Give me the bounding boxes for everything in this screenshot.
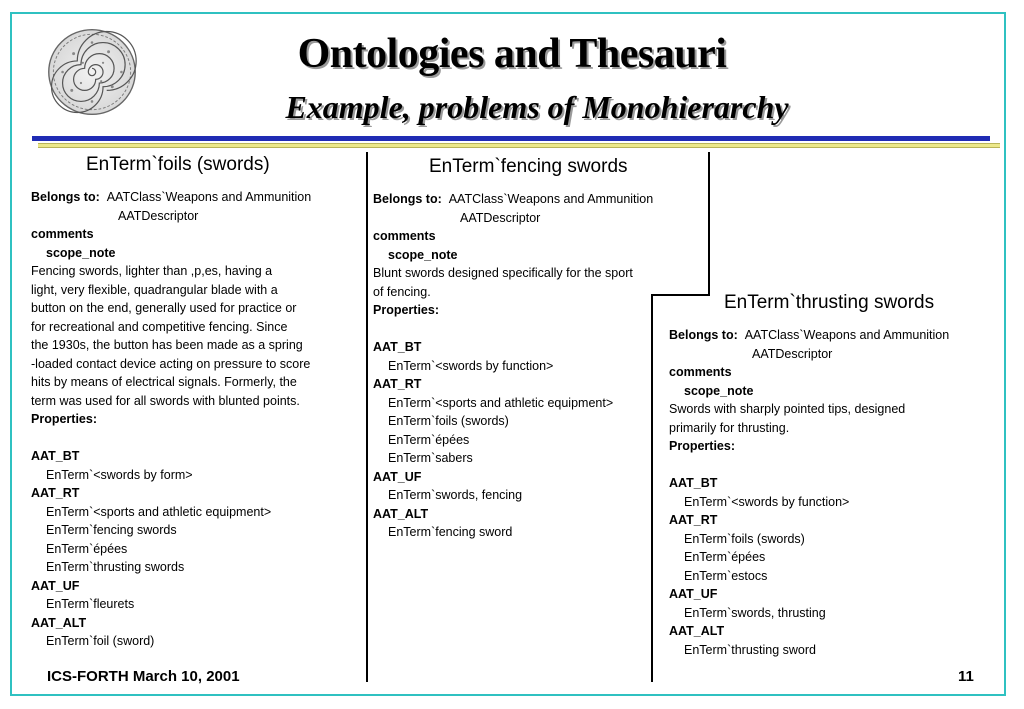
uf-label: AAT_UF	[31, 578, 80, 593]
scope-line: Fencing swords, lighter than ,p,es, having a	[31, 264, 273, 278]
scope-line: primarily for thrusting.	[669, 420, 790, 435]
rt-item: EnTerm`estocs	[684, 568, 768, 583]
scope-note-label: scope_note	[388, 247, 458, 262]
scope-line: hits by means of electrical signals. Formerly, the	[31, 375, 297, 389]
bt-item: EnTerm`<swords by function>	[388, 358, 554, 373]
belongs-label: Belongs to:	[669, 328, 738, 342]
belongs-label: Belongs to:	[31, 190, 100, 204]
belongs-descriptor: AATDescriptor	[752, 346, 833, 361]
belongs-label: Belongs to:	[373, 192, 442, 206]
belongs-descriptor: AATDescriptor	[118, 208, 199, 223]
belongs-class: AATClass`Weapons and Ammunition	[448, 192, 654, 206]
scope-line: for recreational and competitive fencing. Since	[31, 319, 288, 334]
properties-label: Properties:	[31, 412, 97, 426]
rt-label: AAT_RT	[373, 377, 422, 391]
uf-item: EnTerm`swords, fencing	[388, 488, 523, 502]
uf-item: EnTerm`swords, thrusting	[684, 605, 826, 620]
term-title: EnTerm`fencing swords	[429, 156, 628, 177]
belongs-class: AATClass`Weapons and Ammunition	[744, 328, 950, 342]
slide-subtitle: Example, problems of Monohierarchy	[285, 89, 789, 125]
term-card-thrusting-swords	[669, 290, 949, 659]
uf-label: AAT_UF	[373, 469, 422, 484]
belongs-class: AATClass`Weapons and Ammunition	[106, 190, 312, 204]
bt-item: EnTerm`<swords by function>	[684, 494, 850, 509]
rt-item: EnTerm`épées	[46, 541, 128, 556]
rt-item: EnTerm`épées	[388, 432, 470, 447]
scope-line: -loaded contact device acting on pressure to score	[31, 356, 311, 371]
rt-label: AAT_RT	[31, 486, 80, 500]
comments-label: comments	[373, 229, 436, 243]
rt-item: EnTerm`fencing swords	[46, 523, 177, 537]
bt-label: AAT_BT	[373, 340, 422, 354]
alt-label: AAT_ALT	[373, 506, 429, 521]
column-divider	[651, 294, 653, 682]
term-card-foils	[31, 152, 311, 651]
footer-credit: ICS-FORTH March 10, 2001	[47, 668, 240, 685]
rt-label: AAT_RT	[669, 513, 718, 527]
properties-label: Properties:	[669, 439, 735, 453]
term-card-fencing-swords	[373, 154, 653, 542]
scope-line: the 1930s, the button has been made as a spring	[31, 338, 303, 352]
page-number: 11	[958, 668, 974, 685]
alt-item: EnTerm`fencing sword	[388, 525, 513, 539]
uf-item: EnTerm`fleurets	[46, 597, 135, 611]
rt-item: EnTerm`sabers	[388, 451, 473, 465]
belongs-row	[373, 190, 653, 209]
scope-line: Blunt swords designed specifically for the sport	[373, 266, 633, 280]
alt-label: AAT_ALT	[669, 624, 725, 638]
rt-item: EnTerm`<sports and athletic equipment>	[388, 395, 614, 410]
rt-item: EnTerm`épées	[684, 550, 766, 564]
bt-item: EnTerm`<swords by form>	[46, 467, 193, 482]
term-title: EnTerm`thrusting swords	[724, 292, 935, 313]
scope-note-label: scope_note	[684, 383, 754, 398]
scope-line: of fencing.	[373, 284, 431, 299]
scope-note-label: scope_note	[46, 245, 116, 260]
alt-item: EnTerm`foil (sword)	[46, 634, 155, 648]
belongs-row	[669, 326, 949, 345]
alt-label: AAT_ALT	[31, 615, 87, 630]
belongs-row	[31, 188, 311, 207]
comments-label: comments	[669, 365, 732, 379]
slide-title: Ontologies and Thesauri	[297, 31, 727, 77]
rt-item: EnTerm`foils (swords)	[388, 414, 509, 428]
scope-line: light, very flexible, quadrangular blade with a	[31, 282, 278, 297]
uf-label: AAT_UF	[669, 587, 718, 601]
properties-label: Properties:	[373, 303, 439, 317]
title-rule-blue	[32, 136, 990, 141]
alt-item: EnTerm`thrusting sword	[684, 642, 816, 657]
column-divider	[708, 152, 710, 296]
title-rule-yellow	[38, 143, 1000, 148]
scope-line: Swords with sharply pointed tips, designed	[669, 402, 906, 416]
rt-item: EnTerm`foils (swords)	[684, 531, 805, 546]
bt-label: AAT_BT	[31, 449, 80, 463]
rt-item: EnTerm`thrusting swords	[46, 560, 185, 574]
rt-item: EnTerm`<sports and athletic equipment>	[46, 504, 272, 519]
comments-label: comments	[31, 227, 94, 241]
term-title: EnTerm`foils (swords)	[86, 154, 270, 175]
column-divider	[366, 152, 368, 682]
bt-label: AAT_BT	[669, 476, 718, 490]
scope-line: term was used for all swords with blunted points.	[31, 393, 300, 408]
scope-line: button on the end, generally used for practice or	[31, 301, 297, 315]
belongs-descriptor: AATDescriptor	[460, 210, 541, 225]
